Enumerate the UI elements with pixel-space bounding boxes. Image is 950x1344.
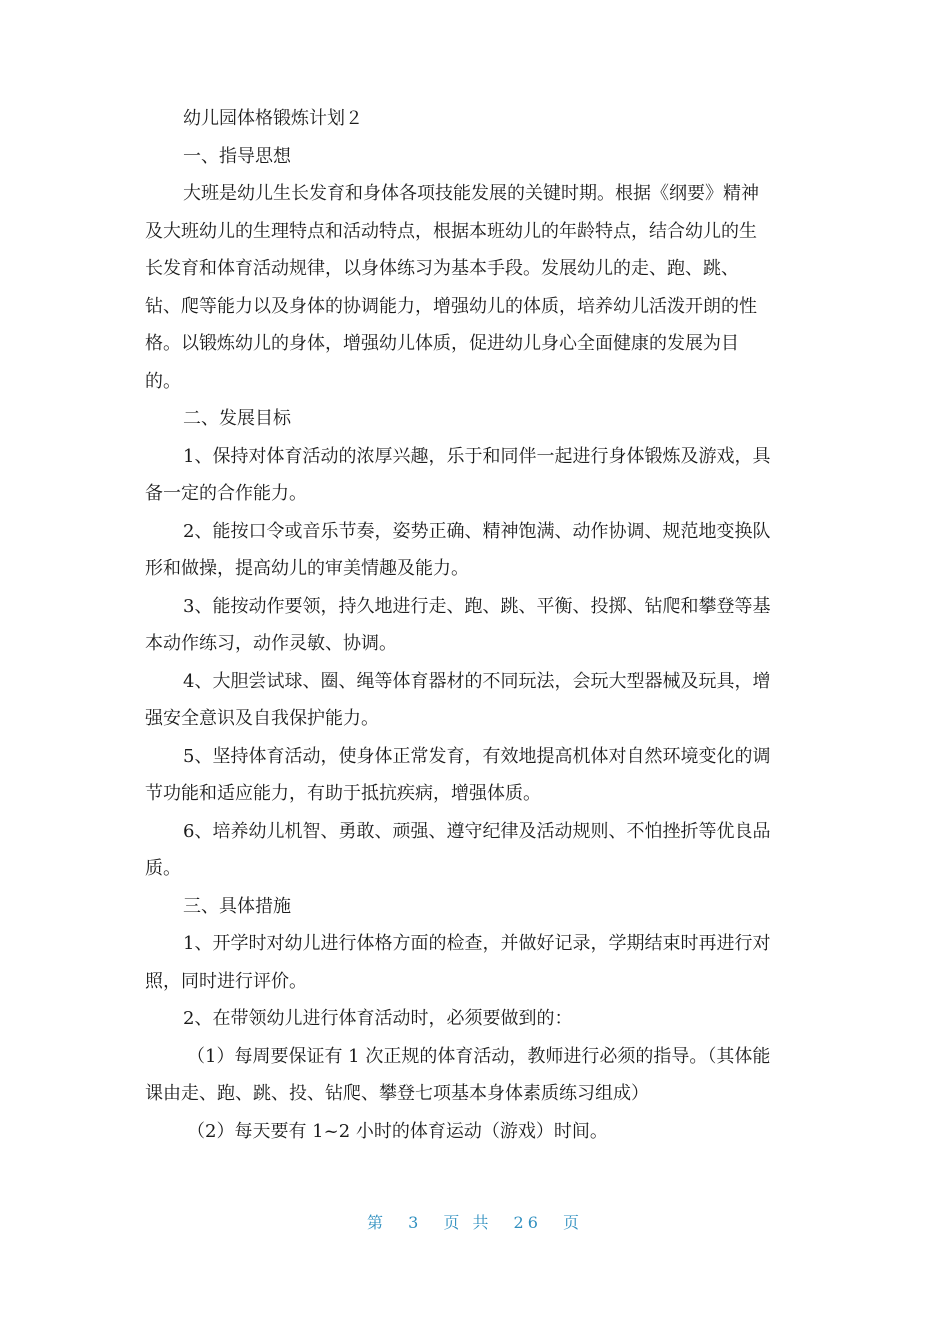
measure-line: 1、开学时对幼儿进行体格方面的检查，并做好记录，学期结束时再进行对	[183, 933, 771, 954]
section-heading-3: 三、具体措施	[183, 895, 291, 917]
footer-total-pages: 26	[513, 1213, 542, 1232]
section-heading-1: 一、指导思想	[183, 145, 291, 167]
paragraph-line: 长发育和体育活动规律，以身体练习为基本手段。发展幼儿的走、跑、跳、	[145, 258, 739, 279]
goal-line: 6、培养幼儿机智、勇敢、顽强、遵守纪律及活动规则、不怕挫折等优良品	[183, 820, 771, 842]
paragraph-line: 的。	[145, 370, 181, 392]
goal-line: 强安全意识及自我保护能力。	[145, 708, 379, 729]
footer-prefix: 第	[366, 1213, 387, 1232]
page-footer	[0, 1210, 950, 1233]
footer-page-number: 3	[408, 1213, 423, 1232]
paragraph-line: 大班是幼儿生长发育和身体各项技能发展的关键时期。根据《纲要》精神	[183, 183, 759, 204]
sub-measure-line: （1）每周要保证有 1 次正规的体育活动，教师进行必须的指导。（其体能	[187, 1045, 771, 1067]
goal-line: 形和做操，提高幼儿的审美情趣及能力。	[145, 558, 469, 579]
goal-line: 2、能按口令或音乐节奏，姿势正确、精神饱满、动作协调、规范地变换队	[183, 520, 771, 542]
goal-line: 备一定的合作能力。	[145, 483, 307, 504]
goal-line: 质。	[145, 858, 181, 879]
section-heading-2: 二、发展目标	[183, 408, 291, 429]
goal-line: 5、坚持体育活动，使身体正常发育，有效地提高机体对自然环境变化的调	[183, 745, 771, 767]
document-body	[145, 100, 810, 1150]
footer-middle: 页 共	[443, 1213, 493, 1232]
measure-line: 照，同时进行评价。	[145, 970, 307, 992]
sub-measure-line: 课由走、跑、跳、投、钻爬、攀登七项基本身体素质练习组成）	[145, 1083, 649, 1104]
goal-line: 4、大胆尝试球、圈、绳等体育器材的不同玩法，会玩大型器械及玩具，增	[183, 670, 771, 692]
goal-line: 3、能按动作要领，持久地进行走、跑、跳、平衡、投掷、钻爬和攀登等基	[183, 595, 771, 617]
document-title: 幼儿园体格锻炼计划２	[183, 108, 363, 129]
footer-suffix: 页	[563, 1213, 584, 1232]
goal-line: 本动作练习，动作灵敏、协调。	[145, 633, 397, 654]
sub-measure-line: （2）每天要有 1~2 小时的体育运动（游戏）时间。	[187, 1120, 608, 1142]
paragraph-line: 格。以锻炼幼儿的身体，增强幼儿体质，促进幼儿身心全面健康的发展为目	[145, 333, 739, 354]
paragraph-line: 钻、爬等能力以及身体的协调能力，增强幼儿的体质，培养幼儿活泼开朗的性	[145, 295, 757, 317]
paragraph-line: 及大班幼儿的生理特点和活动特点，根据本班幼儿的年龄特点，结合幼儿的生	[145, 220, 757, 242]
goal-line: 节功能和适应能力，有助于抵抗疾病，增强体质。	[145, 783, 541, 804]
measure-line: 2、在带领幼儿进行体育活动时，必须要做到的：	[183, 1008, 573, 1029]
goal-line: 1、保持对体育活动的浓厚兴趣，乐于和同伴一起进行身体锻炼及游戏，具	[183, 445, 771, 467]
